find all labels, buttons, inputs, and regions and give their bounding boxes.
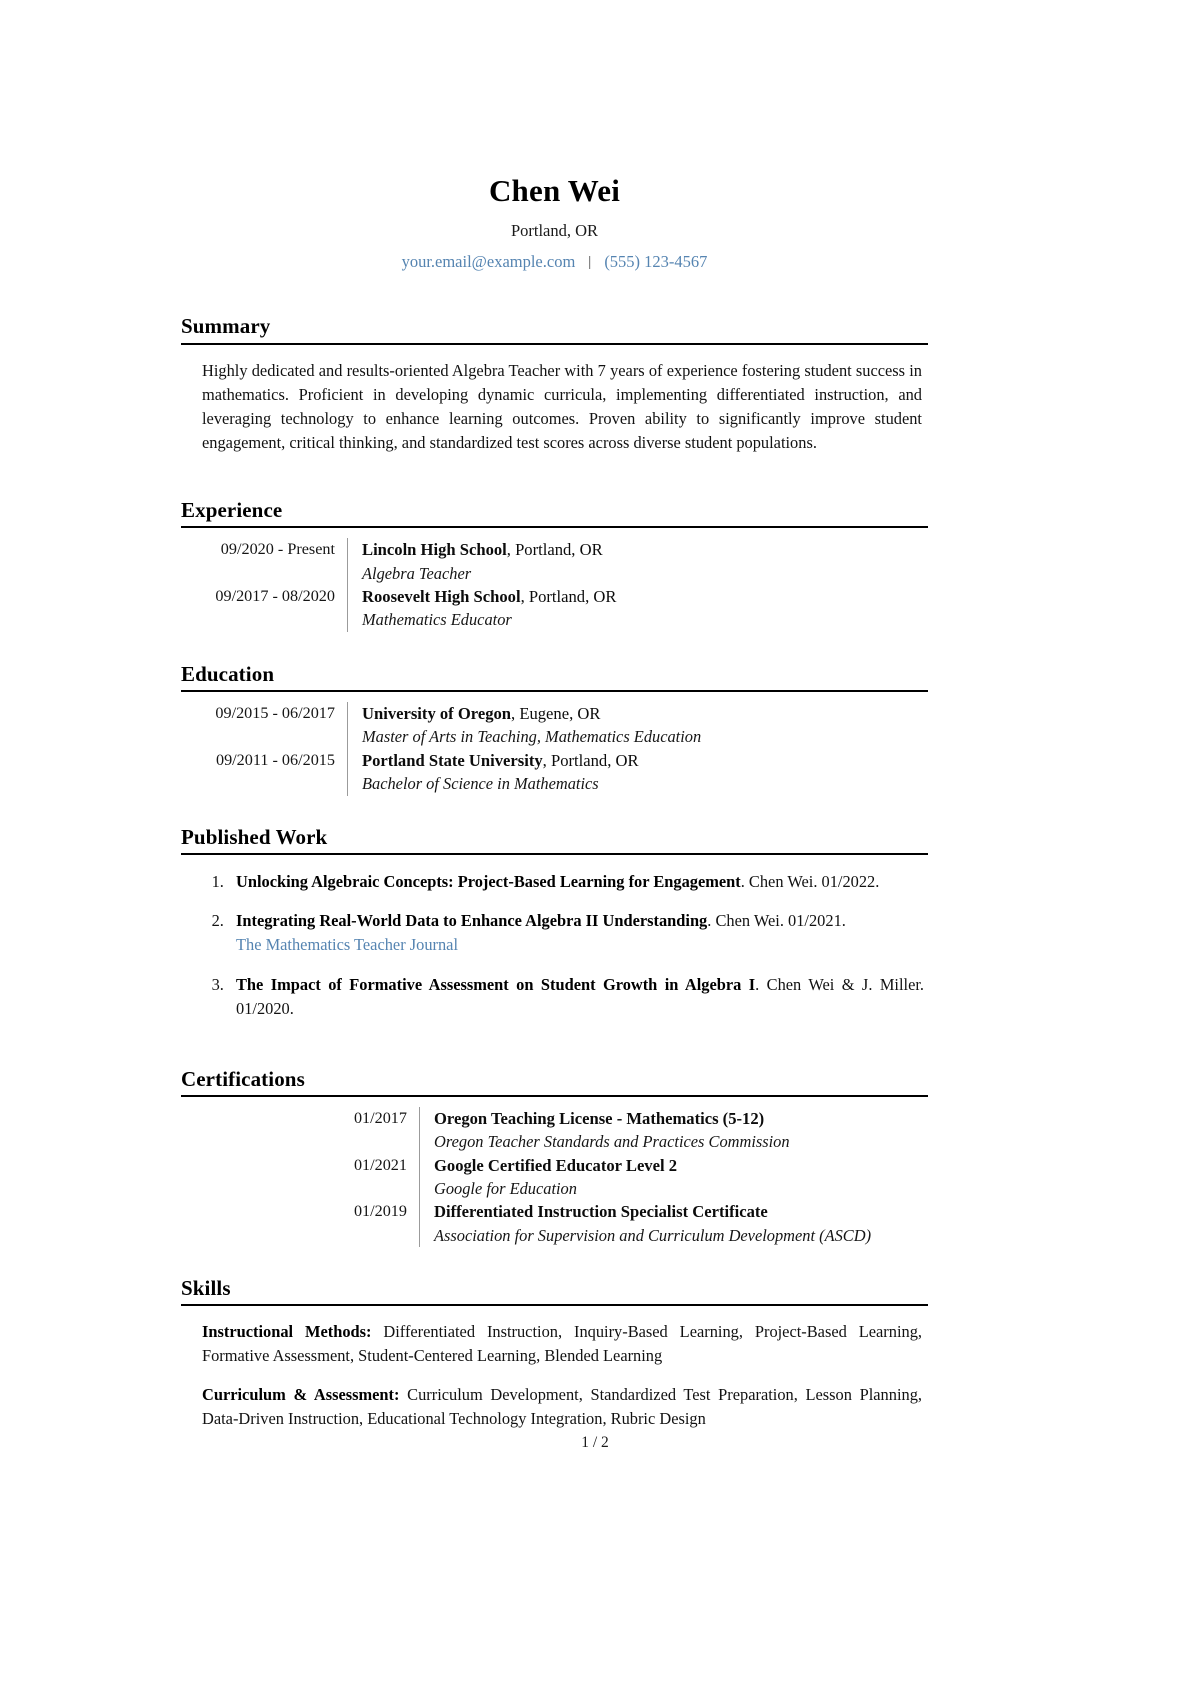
page-footer [0, 1434, 1190, 1452]
skill-values: Differentiated Instruction, Inquiry-Based Learning, Project-Based Learning, Formative Assessment, Student-Centered Learning, Blended Learning [202, 1322, 922, 1366]
section-certifications [181, 1068, 928, 1248]
skill-category: Instructional Methods: [202, 1322, 372, 1342]
resume-content-column [181, 0, 928, 1683]
experience-entry [181, 585, 928, 632]
entry-certification-name: Google Certified Educator Level 2 [434, 1155, 678, 1175]
certification-entry [181, 1154, 928, 1201]
entry-dates: 01/2021 [353, 1155, 407, 1174]
page-indicator: 1 / 2 [581, 1434, 609, 1451]
entry-detail [348, 702, 928, 749]
section-heading-skills: Skills [181, 1276, 231, 1301]
section-published-work [181, 826, 928, 1021]
entry-dates: 09/2020 - Present [220, 540, 335, 559]
resume-header [181, 0, 928, 272]
experience-entry [181, 538, 928, 585]
entry-organization: Roosevelt High School [362, 586, 521, 606]
entry-certification-name: Differentiated Instruction Specialist Certificate [434, 1202, 768, 1222]
entry-issuer: Association for Supervision and Curriculum Development (ASCD) [434, 1225, 872, 1245]
summary-text: Highly dedicated and results-oriented Algebra Teacher with 7 years of experience fostering student success in mathematics. Proficient in developing dynamic curricula, implementing differentiated instruction, and leveraging technology to enhance learning outcomes. Proven ability to significantly improve student engagement, critical thinking, and standardized test scores across diverse student populations. [202, 360, 922, 452]
list-item [228, 870, 924, 894]
entry-dates: 01/2017 [353, 1108, 407, 1127]
section-summary [181, 315, 928, 455]
entry-role: Algebra Teacher [362, 563, 472, 583]
skill-group [202, 1383, 922, 1431]
header-location: Portland, OR [510, 220, 599, 240]
skill-values: Curriculum Development, Standardized Test Preparation, Lesson Planning, Data-Driven Instruction, Educational Technology Integration, Rubric Design [202, 1384, 922, 1428]
entry-place: , Eugene, OR [511, 703, 601, 723]
contact-separator: | [588, 254, 592, 271]
list-item [228, 973, 924, 1021]
section-heading-education: Education [181, 661, 275, 686]
publication-meta: . Chen Wei. 01/2022. [740, 871, 880, 891]
section-heading-published-work: Published Work [181, 824, 328, 849]
section-skills [181, 1277, 928, 1430]
entry-detail [348, 585, 928, 632]
skill-group [202, 1320, 922, 1368]
entry-place: , Portland, OR [520, 586, 617, 606]
publication-title: The Impact of Formative Assessment on Student Growth in Algebra I [236, 975, 756, 995]
certification-entries [181, 1097, 928, 1248]
entry-dates: 09/2015 - 06/2017 [215, 703, 335, 722]
entry-organization: University of Oregon [362, 703, 512, 723]
certification-entry [181, 1200, 928, 1247]
entry-place: , Portland, OR [542, 750, 639, 770]
entry-detail [348, 538, 928, 585]
entry-detail [348, 749, 928, 796]
education-entry [181, 702, 928, 749]
entry-organization-line [362, 538, 928, 562]
section-education [181, 663, 928, 796]
phone-link[interactable]: (555) 123-4567 [604, 252, 708, 272]
entry-detail [420, 1154, 928, 1201]
entry-dates: 09/2011 - 06/2015 [215, 750, 335, 769]
publication-title: Unlocking Algebraic Concepts: Project-Based Learning for Engagement [236, 871, 741, 891]
education-entries [181, 692, 928, 796]
experience-entries [181, 528, 928, 632]
certification-entry [181, 1107, 928, 1154]
entry-certification-line [434, 1107, 928, 1131]
section-heading-summary: Summary [181, 314, 271, 339]
entry-certification-line [434, 1200, 928, 1224]
page-title: Chen Wei [488, 173, 621, 208]
entry-role: Mathematics Educator [362, 610, 512, 630]
publication-list [181, 855, 928, 1021]
entry-detail [420, 1107, 928, 1154]
education-entry [181, 749, 928, 796]
entry-organization-line [362, 585, 928, 609]
entry-place: , Portland, OR [506, 540, 603, 560]
list-item [228, 909, 924, 957]
publication-journal-link[interactable]: The Mathematics Teacher Journal [236, 935, 459, 955]
skill-category: Curriculum & Assessment: [202, 1384, 400, 1404]
entry-organization: Lincoln High School [362, 540, 507, 560]
section-experience [181, 499, 928, 632]
section-heading-certifications: Certifications [181, 1066, 305, 1091]
entry-organization-line [362, 702, 928, 726]
entry-organization-line [362, 749, 928, 773]
header-contact-row [181, 252, 928, 272]
entry-issuer: Google for Education [434, 1179, 577, 1199]
publication-meta: . Chen Wei. 01/2021. [707, 911, 846, 931]
entry-issuer: Oregon Teacher Standards and Practices Commission [434, 1132, 790, 1152]
publication-title: Integrating Real-World Data to Enhance Algebra II Understanding [236, 911, 708, 931]
email-link[interactable]: your.email@example.com [401, 252, 576, 272]
entry-dates: 09/2017 - 08/2020 [215, 586, 335, 605]
entry-degree: Master of Arts in Teaching, Mathematics Education [362, 727, 702, 747]
publication-meta: . Chen Wei & J. Miller. 01/2020. [236, 975, 924, 1018]
entry-dates: 01/2019 [353, 1202, 407, 1221]
skills-body [181, 1306, 928, 1430]
entry-certification-name: Oregon Teaching License - Mathematics (5-12) [434, 1108, 765, 1128]
section-heading-experience: Experience [181, 497, 283, 522]
entry-detail [420, 1200, 928, 1247]
entry-certification-line [434, 1154, 928, 1178]
entry-organization: Portland State University [362, 750, 543, 770]
entry-degree: Bachelor of Science in Mathematics [362, 774, 599, 794]
